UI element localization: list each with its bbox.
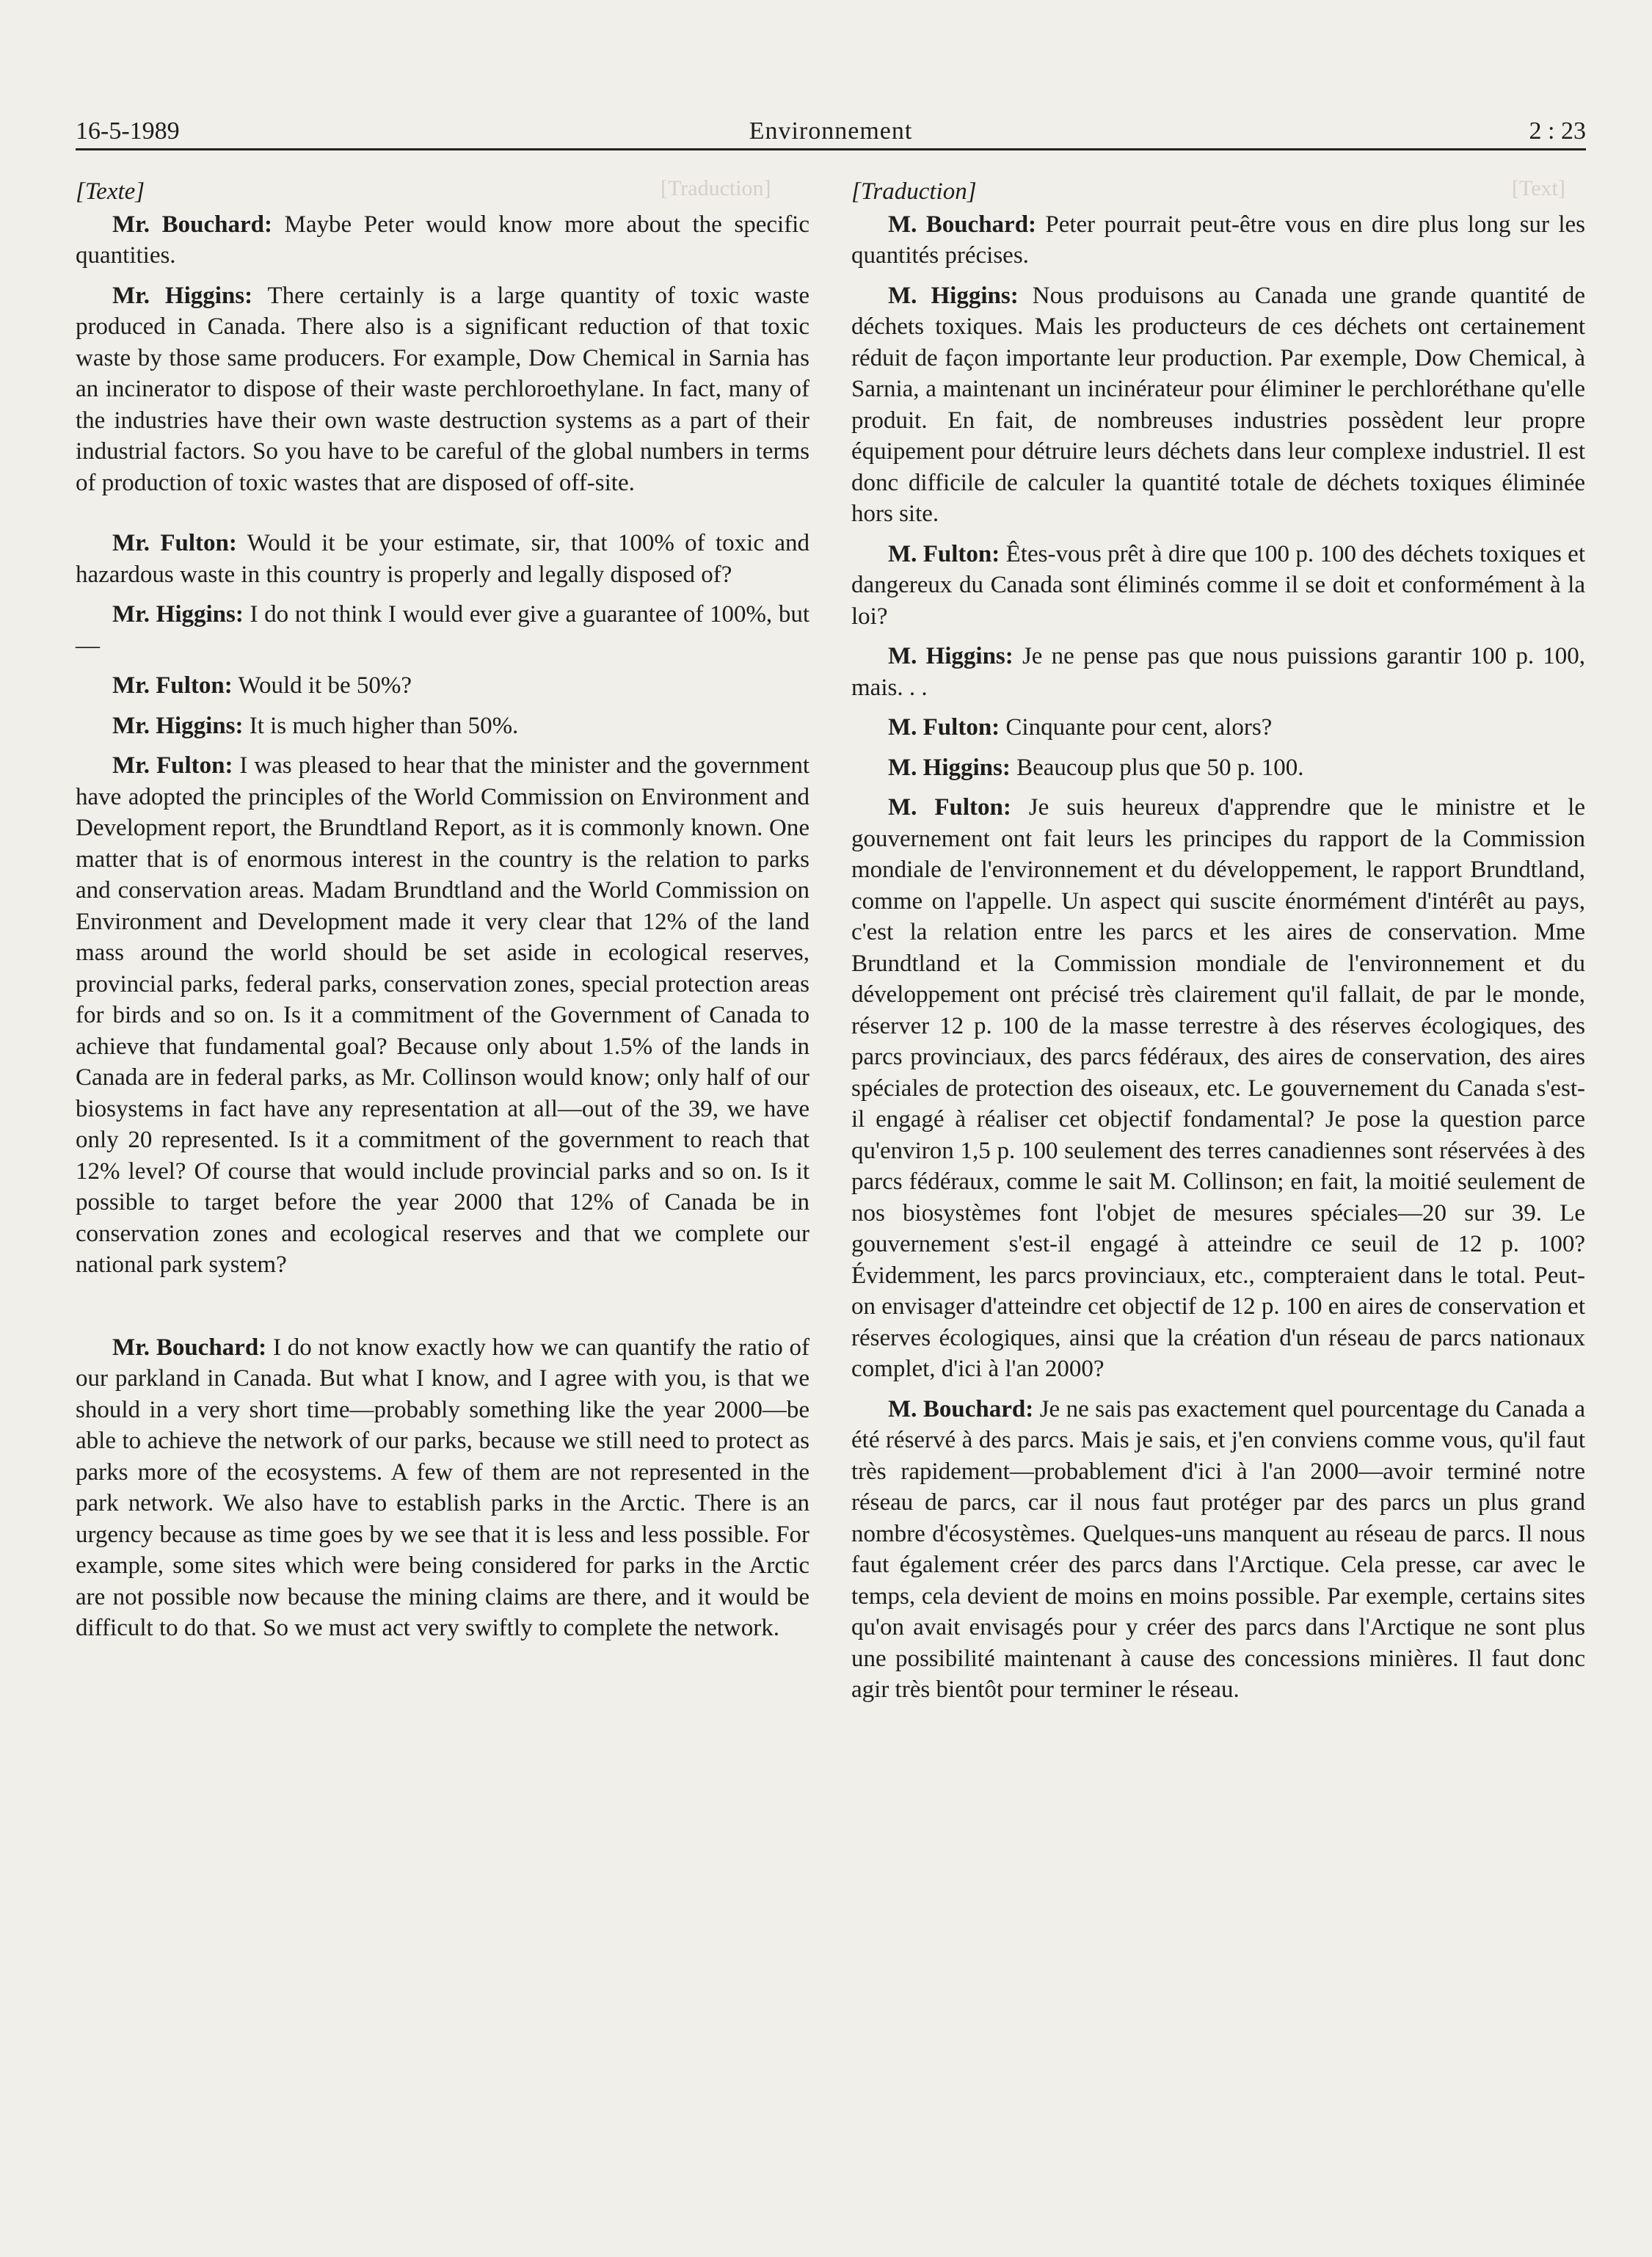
speaker-name: M. Bouchard: [888, 211, 1037, 238]
speech-text: Beaucoup plus que 50 p. 100. [1010, 754, 1304, 781]
bleed-through-marker-left: [Traduction] [661, 176, 771, 200]
speech-paragraph [76, 670, 809, 702]
speaker-name: M. Fulton: [888, 540, 1000, 567]
speech-text: I do not think I would ever give a guarantee of 100%, but— [76, 601, 809, 659]
speech-text: Je ne sais pas exactement quel pourcentage du Canada a été réservé à des parcs. Mais je sais, et j'en conviens comme vous, qu'il faut très rapidement—probablement d'ici à l'an 2000—avoir terminé notre réseau de parcs, car il nous faut protéger par des parcs un plus grand nombre d'écosystèmes. Quelques-uns manquent au réseau de parcs. Il nous faut également créer des parcs dans l'Arctique. Cela presse, car avec le temps, cela devient de moins en moins possible. Par exemple, certains sites qu'on avait envisagés pour y créer des parcs dans l'Arctique ne sont plus une possibilité maintenant à cause des concessions minières. Il faut donc agir très bientôt pour terminer le réseau. [851, 1395, 1586, 1703]
speaker-name: Mr. Fulton: [112, 672, 233, 699]
speech-paragraph [76, 750, 809, 1281]
speech-text: I do not know exactly how we can quantify the ratio of our parkland in Canada. But what I know, and I agree with you, is that we should in a very short time—probably something like the year 2000—be able to achieve the network of our parks, because we still need to protect as parks more of the ecosystems. A few of them are not represented in the park network. We also have to establish parks in the Arctic. There is an urgency because as time goes by we see that it is less and less possible. For example, some sites which were being considered for parks in the Arctic are not possible now because the mining claims are there, and it would be difficult to do that. So we must act very swiftly to complete the network. [76, 1334, 810, 1641]
page-header [76, 110, 1586, 150]
speech-text: It is much higher than 50%. [243, 712, 519, 739]
speech-text: Nous produisons au Canada une grande quantité de déchets toxiques. Mais les producteurs de ces déchets ont certainement réduit de façon importante leur production. Par exemple, Dow Chemical, à Sarnia, a maintenant un incinérateur pour éliminer le perchloréthane qu'elle produit. En fait, de nombreuses industries possèdent leur propre équipement pour détruire leurs déchets dans leur complexe industriel. Il est donc difficile de calculer la quantité totale de déchets toxiques éliminée hors site. [851, 282, 1585, 527]
column-marker: [Texte] [76, 178, 145, 205]
speech-text: Peter pourrait peut-être vous en dire plus long sur les quantités précises. [851, 211, 1585, 269]
speech-paragraph [76, 1332, 809, 1644]
speech-paragraph [76, 209, 809, 272]
speech-paragraph [851, 792, 1585, 1385]
speaker-name: Mr. Fulton: [112, 752, 233, 779]
header-title: Environnement [749, 117, 913, 145]
speech-text: There certainly is a large quantity of toxic waste produced in Canada. There also is a significant reduction of that toxic waste by those same producers. For example, Dow Chemical in Sarnia has an incinerator to dispose of their waste perchloroethylane. In fact, many of the industries have their own waste destruction systems as a part of their industrial factors. So you have to be careful of the global numbers in terms of production of toxic wastes that are disposed of off-site. [76, 282, 809, 496]
speech-text: Êtes-vous prêt à dire que 100 p. 100 des déchets toxiques et dangereux du Canada sont éliminés comme il se doit et conformément à la loi? [851, 540, 1585, 630]
speech-paragraph [851, 539, 1585, 633]
speech-paragraph [851, 641, 1585, 703]
column-marker: [Traduction] [851, 178, 977, 205]
speech-text: Would it be 50%? [232, 672, 412, 699]
speaker-name: Mr. Higgins: [112, 601, 244, 628]
speech-text: I was pleased to hear that the minister and the government have adopted the principles of the World Commission on Environment and Development report, the Brundtland Report, as it is commonly known. One matter that is of enormous interest in the country is the relation to parks and conservation areas. Madam Brundtland and the World Commission on Environment and Development made it very clear that 12% of the land mass around the world should be set aside in ecological reserves, provincial parks, federal parks, conservation zones, special protection areas for birds and so on. Is it a commitment of the Government of Canada to achieve that fundamental goal? Because only about 1.5% of the lands in Canada are in federal parks, as Mr. Collinson would know; only half of our biosystems in fact have any representation at all—out of the 39, we have only 20 represented. Is it a commitment of the government to reach that 12% level? Of course that would include provincial parks and so on. Is it possible to target before the year 2000 that 12% of Canada be in conservation zones and ecological reserves and that we complete our national park system? [76, 752, 810, 1278]
speaker-name: Mr. Fulton: [112, 530, 237, 556]
speech-paragraph [851, 712, 1585, 744]
speaker-name: M. Fulton: [888, 794, 1011, 821]
speaker-name: M. Higgins: [888, 643, 1014, 669]
speech-paragraph [851, 209, 1585, 272]
bleed-through-marker-right: [Text] [1512, 176, 1565, 200]
french-column [851, 176, 1585, 1715]
speaker-name: Mr. Bouchard: [112, 1334, 267, 1361]
speech-paragraph [851, 752, 1585, 784]
speaker-name: Mr. Higgins: [112, 282, 253, 309]
speech-text: Would it be your estimate, sir, that 100% of toxic and hazardous waste in this country is properly and legally disposed of? [76, 530, 809, 588]
header-page-number: 2 : 23 [1529, 117, 1586, 145]
header-date: 16-5-1989 [76, 117, 180, 145]
speech-text: Je ne pense pas que nous puissions garantir 100 p. 100, mais. . . [851, 643, 1585, 701]
speech-paragraph [76, 599, 809, 661]
speaker-name: Mr. Bouchard: [112, 211, 272, 238]
speech-paragraph [851, 280, 1585, 530]
speech-text: Maybe Peter would know more about the specific quantities. [76, 211, 809, 269]
speech-text: Cinquante pour cent, alors? [1000, 714, 1273, 741]
english-column [76, 176, 809, 1653]
speech-paragraph [851, 1394, 1585, 1706]
speaker-name: M. Bouchard: [888, 1395, 1034, 1422]
speaker-name: Mr. Higgins: [112, 712, 244, 739]
speaker-name: M. Fulton: [888, 714, 1000, 741]
speech-paragraph [76, 710, 809, 742]
speech-paragraph [76, 280, 809, 499]
speech-paragraph [76, 528, 809, 590]
speaker-name: M. Higgins: [888, 754, 1011, 781]
speaker-name: M. Higgins: [888, 282, 1019, 309]
speech-text: Je suis heureux d'apprendre que le ministre et le gouvernement ont fait leurs les principes du rapport de la Commission mondiale de l'environnement et du développement, le rapport Brundtland, comme on l'appelle. Un aspect qui suscite énormément d'intérêt au pays, c'est la relation entre les parcs et les aires de conservation. Mme Brundtland et la Commission mondiale de l'environnement et du développement ont précisé très clairement qu'il fallait, de par le monde, réserver 12 p. 100 de la masse terrestre à des réserves écologiques, des parcs provinciaux, des parcs fédéraux, des aires de conservation, des aires spéciales de protection des oiseaux, etc. Le gouvernement du Canada s'est-il engagé à réaliser cet objectif fondamental? Je pose la question parce qu'environ 1,5 p. 100 seulement des terres canadiennes sont réservées à des parcs fédéraux, comme le sait M. Collinson; en fait, la moitié seulement de nos biosystèmes font l'objet de mesures spéciales—20 sur 39. Le gouvernement s'est-il engagé à atteindre ce seuil de 12 p. 100? Évidemment, les parcs provinciaux, etc., compteraient dans le total. Peut-on envisager d'atteindre cet objectif de 12 p. 100 en aires de conservation et réserves écologiques, ainsi que la création d'un réseau de parcs nationaux complet, d'ici à l'an 2000? [851, 794, 1585, 1382]
